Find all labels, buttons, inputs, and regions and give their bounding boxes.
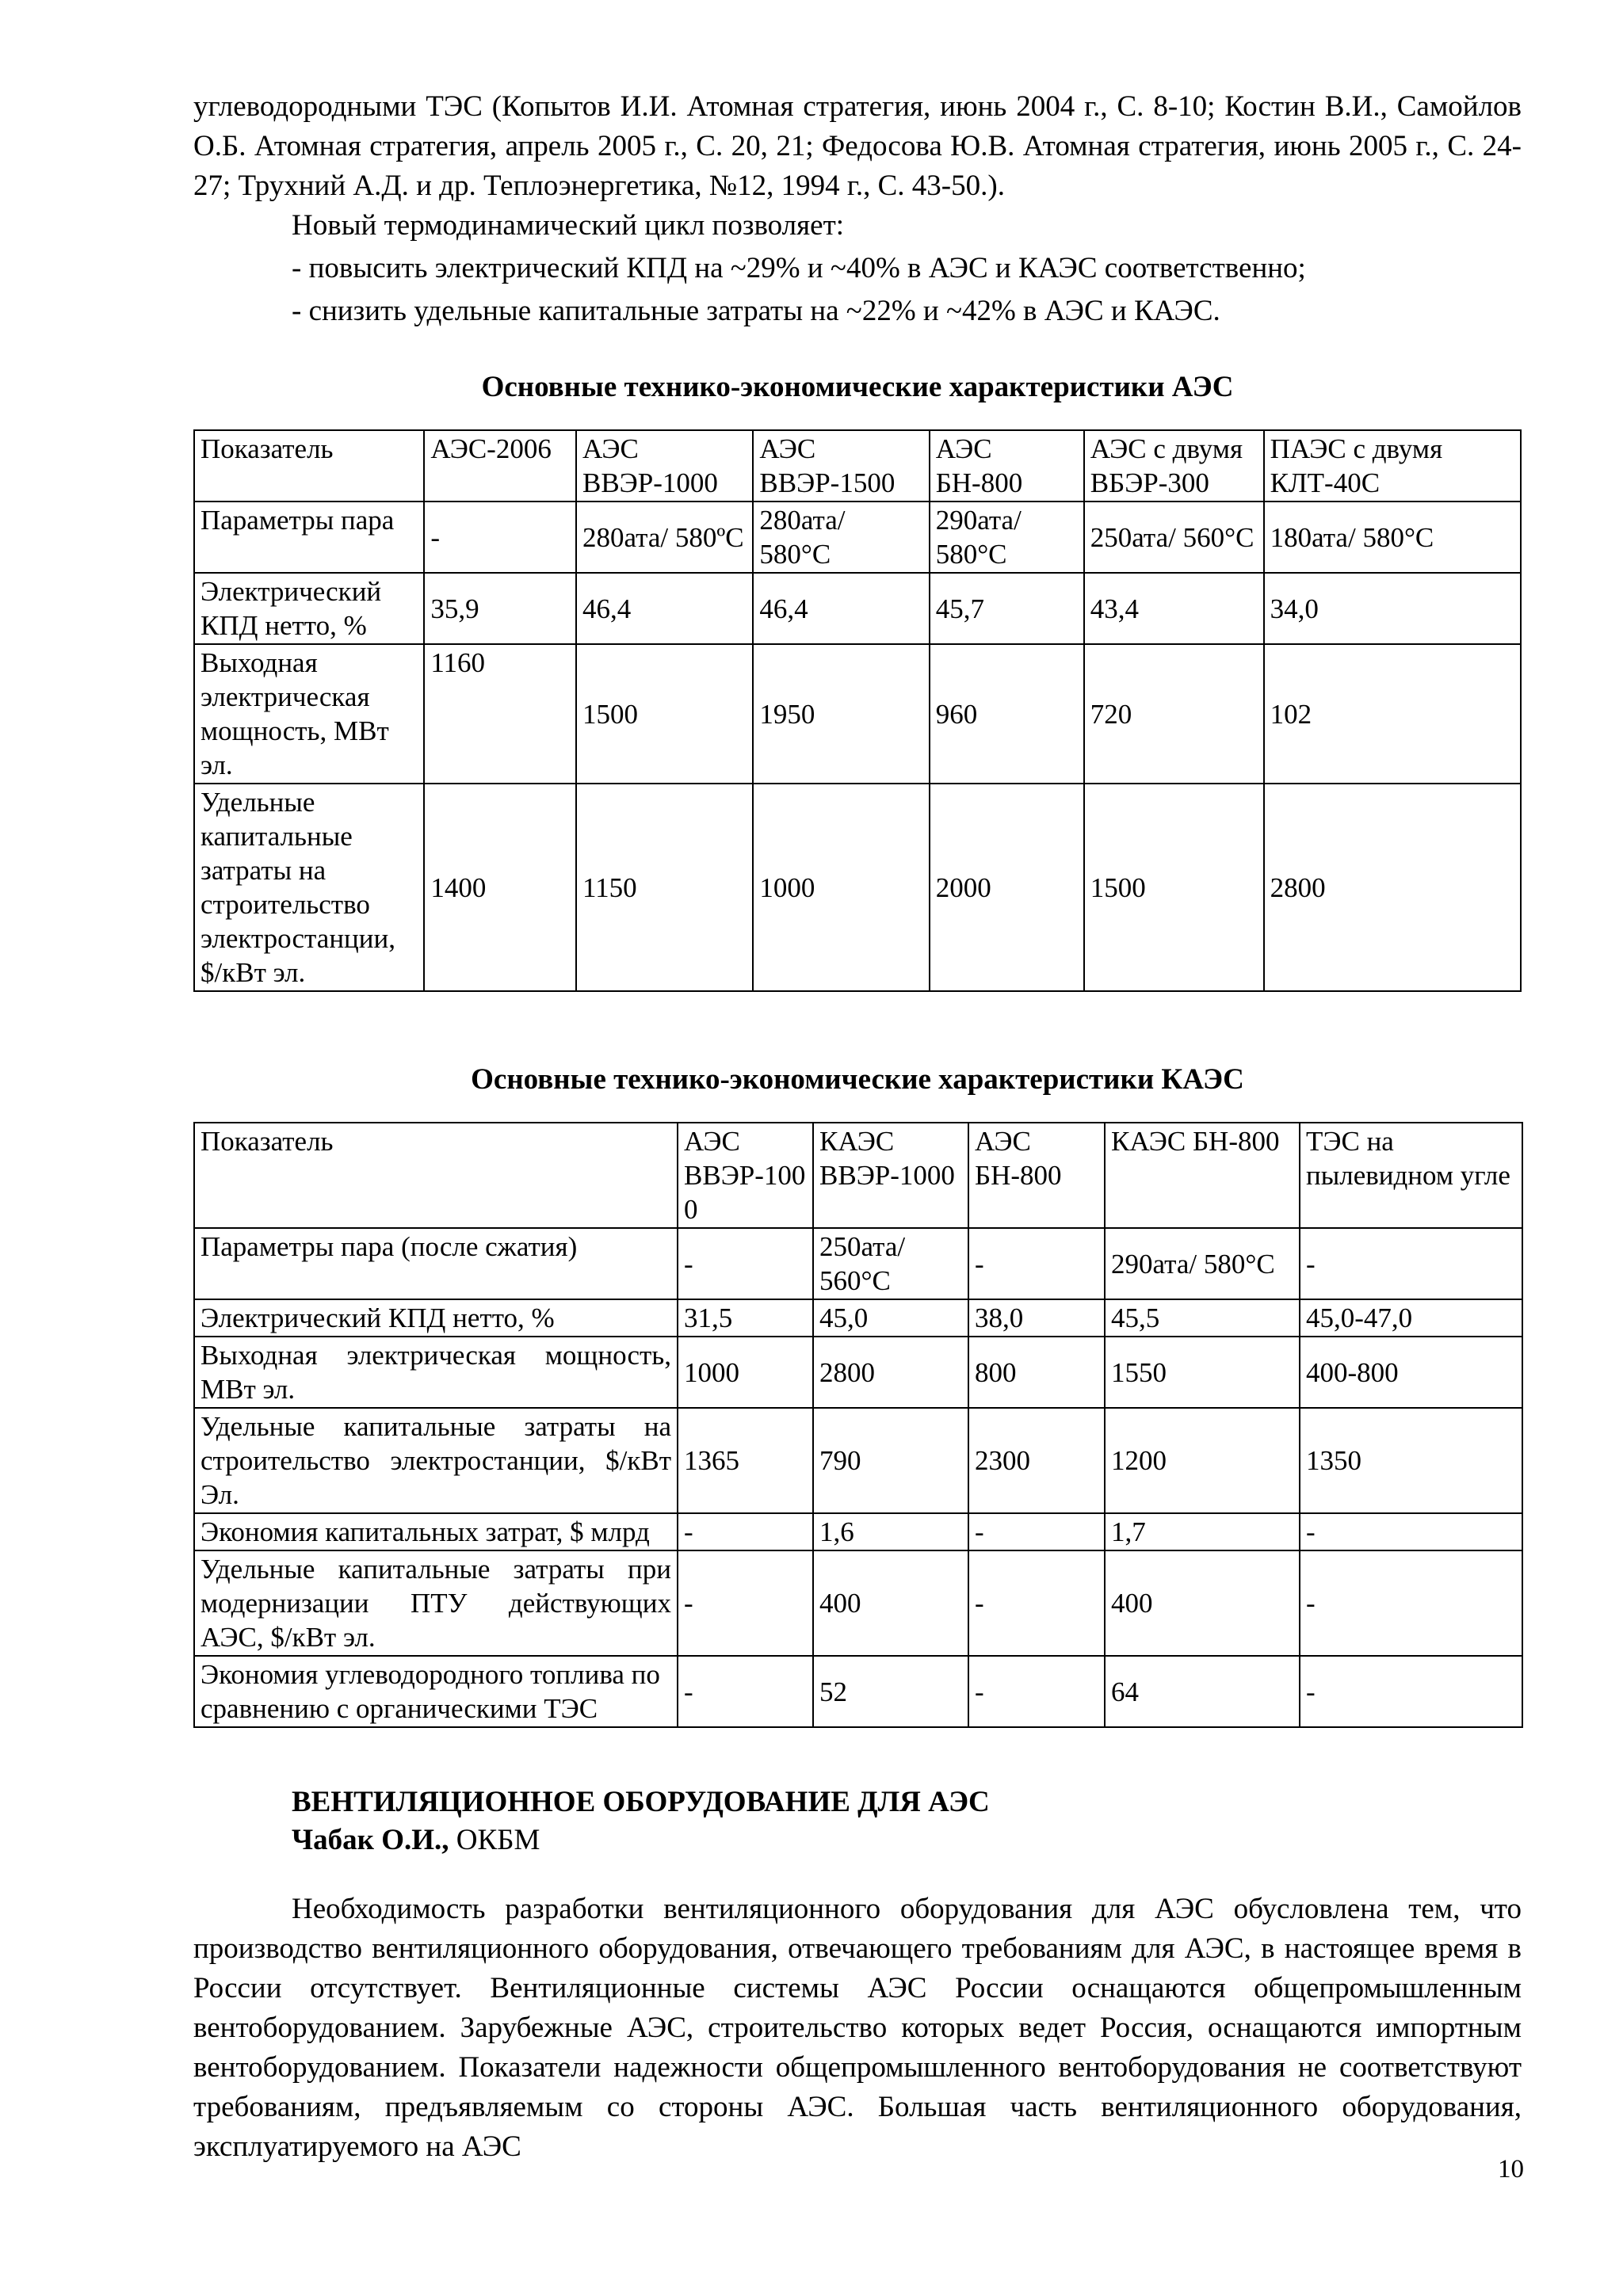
table-cell: 1950 <box>753 644 929 784</box>
table2-title: Основные технико-экономические характеристики КАЭС <box>471 1063 1244 1096</box>
table-cell: - <box>678 1513 813 1550</box>
table-cell: - <box>424 502 576 573</box>
row-label: Удельные капитальные затраты при модернизации ПТУ действующих АЭС, $/кВт эл. <box>194 1550 678 1656</box>
table-row <box>194 1299 1522 1337</box>
table-cell: 1,7 <box>1105 1513 1300 1550</box>
table-row <box>194 1408 1522 1513</box>
kaes-characteristics-table <box>193 1122 1523 1728</box>
table-cell: 1500 <box>1084 784 1264 991</box>
table-cell: - <box>968 1513 1105 1550</box>
table-cell: - <box>1300 1513 1522 1550</box>
header-cell: АЭС ВВЭР-1000 <box>678 1123 813 1228</box>
author-org: ОКБМ <box>449 1824 540 1856</box>
table-cell: 102 <box>1264 644 1521 784</box>
table-row <box>194 573 1521 644</box>
header-cell: Показатель <box>194 430 424 502</box>
table-cell: 38,0 <box>968 1299 1105 1337</box>
table-row <box>194 502 1521 573</box>
row-label: Экономия углеводородного топлива по сравнению с органическими ТЭС <box>194 1656 678 1727</box>
header-cell: Показатель <box>194 1123 678 1228</box>
table-cell: 280ата/ 580°С <box>753 502 929 573</box>
table-cell: 52 <box>813 1656 968 1727</box>
table-cell: 400 <box>1105 1550 1300 1656</box>
table-cell: 2800 <box>1264 784 1521 991</box>
table-cell: 46,4 <box>753 573 929 644</box>
table-cell: 1500 <box>576 644 753 784</box>
header-cell: ТЭС на пылевидном угле <box>1300 1123 1522 1228</box>
table-cell: 34,0 <box>1264 573 1521 644</box>
table-cell: - <box>1300 1656 1522 1727</box>
table-cell: 250ата/ 560°С <box>813 1228 968 1299</box>
table-cell: 45,5 <box>1105 1299 1300 1337</box>
row-label: Электрический КПД нетто, % <box>194 573 424 644</box>
article-author <box>292 1821 1522 1859</box>
table-cell: 2000 <box>930 784 1084 991</box>
article-heading: ВЕНТИЛЯЦИОННОЕ ОБОРУДОВАНИЕ ДЛЯ АЭС <box>292 1786 990 1818</box>
table-cell: 1350 <box>1300 1408 1522 1513</box>
aes-characteristics-table <box>193 429 1522 992</box>
row-label: Выходная электрическая мощность, МВт эл. <box>194 644 424 784</box>
list-item: - повысить электрический КПД на ~29% и ~40% в АЭС и КАЭС соответственно; <box>292 252 1306 284</box>
table-cell: 45,0 <box>813 1299 968 1337</box>
table-row <box>194 1337 1522 1408</box>
table-cell: 800 <box>968 1337 1105 1408</box>
table-cell: 2800 <box>813 1337 968 1408</box>
table-cell: - <box>1300 1550 1522 1656</box>
table-cell: 1550 <box>1105 1337 1300 1408</box>
table-cell: - <box>968 1550 1105 1656</box>
header-cell: ПАЭС с двумя КЛТ-40С <box>1264 430 1521 502</box>
header-cell: АЭС ВВЭР-1000 <box>576 430 753 502</box>
table-cell: 35,9 <box>424 573 576 644</box>
table-cell: - <box>1300 1228 1522 1299</box>
table-cell: 64 <box>1105 1656 1300 1727</box>
author-name: Чабак О.И., <box>292 1824 449 1856</box>
table-cell: 1,6 <box>813 1513 968 1550</box>
table-row <box>194 644 1521 784</box>
row-label: Удельные капитальные затраты на строительство электростанции, $/кВт Эл. <box>194 1408 678 1513</box>
table-cell: 43,4 <box>1084 573 1264 644</box>
table-cell: - <box>968 1656 1105 1727</box>
header-cell: АЭС БН-800 <box>968 1123 1105 1228</box>
row-label: Параметры пара <box>194 502 424 573</box>
intro-paragraph: углеводородными ТЭС (Копытов И.И. Атомная стратегия, июнь 2004 г., С. 8-10; Костин В.И., Самойлов О.Б. Атомная стратегия, апрель 2005 г., С. 20, 21; Федосова Ю.В. Атомная стратегия, июнь 2005 г., С. 24-27; Трухний А.Д. и др. Теплоэнергетика, №12, 1994 г., С. 43-50.). <box>193 90 1522 202</box>
table-cell: 1000 <box>753 784 929 991</box>
table-cell: 1200 <box>1105 1408 1300 1513</box>
row-label: Экономия капитальных затрат, $ млрд <box>194 1513 678 1550</box>
header-cell: КАЭС ВВЭР-1000 <box>813 1123 968 1228</box>
header-cell: АЭС БН-800 <box>930 430 1084 502</box>
table-cell: 45,0-47,0 <box>1300 1299 1522 1337</box>
table-cell: 400-800 <box>1300 1337 1522 1408</box>
table-cell: - <box>968 1228 1105 1299</box>
list-item: - снизить удельные капитальные затраты на ~22% и ~42% в АЭС и КАЭС. <box>292 295 1220 327</box>
table-cell: - <box>678 1550 813 1656</box>
table-cell: 960 <box>930 644 1084 784</box>
header-cell: АЭС-2006 <box>424 430 576 502</box>
table-row <box>194 1656 1522 1727</box>
table-row <box>194 1228 1522 1299</box>
table-cell: 720 <box>1084 644 1264 784</box>
table-cell: 1365 <box>678 1408 813 1513</box>
table-cell: 790 <box>813 1408 968 1513</box>
header-cell: АЭС ВВЭР-1500 <box>753 430 929 502</box>
table-cell: 290ата/ 580°С <box>1105 1228 1300 1299</box>
table-cell: 46,4 <box>576 573 753 644</box>
article-body: Необходимость разработки вентиляционного оборудования для АЭС обусловлена тем, что производство вентиляционного оборудования, отвечающего требованиям для АЭС, в настоящее время в России отсутствует. Вентиляционные системы АЭС России оснащаются общепромышленным вентоборудованием. Зарубежные АЭС, строительство которых ведет Россия, оснащаются импортным вентоборудованием. Показатели надежности общепромышленного вентоборудования не соответствуют требованиям, предъявляемым со стороны АЭС. Большая часть вентиляционного оборудования, эксплуатируемого на АЭС <box>193 1893 1522 2163</box>
table-cell: 1160 <box>424 644 576 784</box>
cycle-lead: Новый термодинамический цикл позволяет: <box>292 209 845 242</box>
table-cell: 250ата/ 560°С <box>1084 502 1264 573</box>
header-cell: КАЭС БН-800 <box>1105 1123 1300 1228</box>
table-cell: - <box>678 1656 813 1727</box>
table-cell: 400 <box>813 1550 968 1656</box>
row-label: Электрический КПД нетто, % <box>194 1299 678 1337</box>
row-label: Выходная электрическая мощность, МВт эл. <box>194 1337 678 1408</box>
table-row <box>194 784 1521 991</box>
page-content <box>193 87 1522 2167</box>
table-cell: 180ата/ 580°С <box>1264 502 1521 573</box>
table-row <box>194 1550 1522 1656</box>
table-cell: 290ата/ 580°С <box>930 502 1084 573</box>
table-row <box>194 1513 1522 1550</box>
table1-title: Основные технико-экономические характеристики АЭС <box>481 371 1234 403</box>
table-cell: 31,5 <box>678 1299 813 1337</box>
table-header-row <box>194 1123 1522 1228</box>
table-cell: 1150 <box>576 784 753 991</box>
table-cell: - <box>678 1228 813 1299</box>
table-cell: 1000 <box>678 1337 813 1408</box>
row-label: Параметры пара (после сжатия) <box>194 1228 678 1299</box>
table-cell: 1400 <box>424 784 576 991</box>
table-header-row <box>194 430 1521 502</box>
row-label: Удельные капитальные затраты на строительство электростанции, $/кВт эл. <box>194 784 424 991</box>
table-cell: 280ата/ 580ºС <box>576 502 753 573</box>
page-number: 10 <box>1498 2155 1524 2183</box>
header-cell: АЭС с двумя ВБЭР-300 <box>1084 430 1264 502</box>
table-cell: 45,7 <box>930 573 1084 644</box>
table-cell: 2300 <box>968 1408 1105 1513</box>
